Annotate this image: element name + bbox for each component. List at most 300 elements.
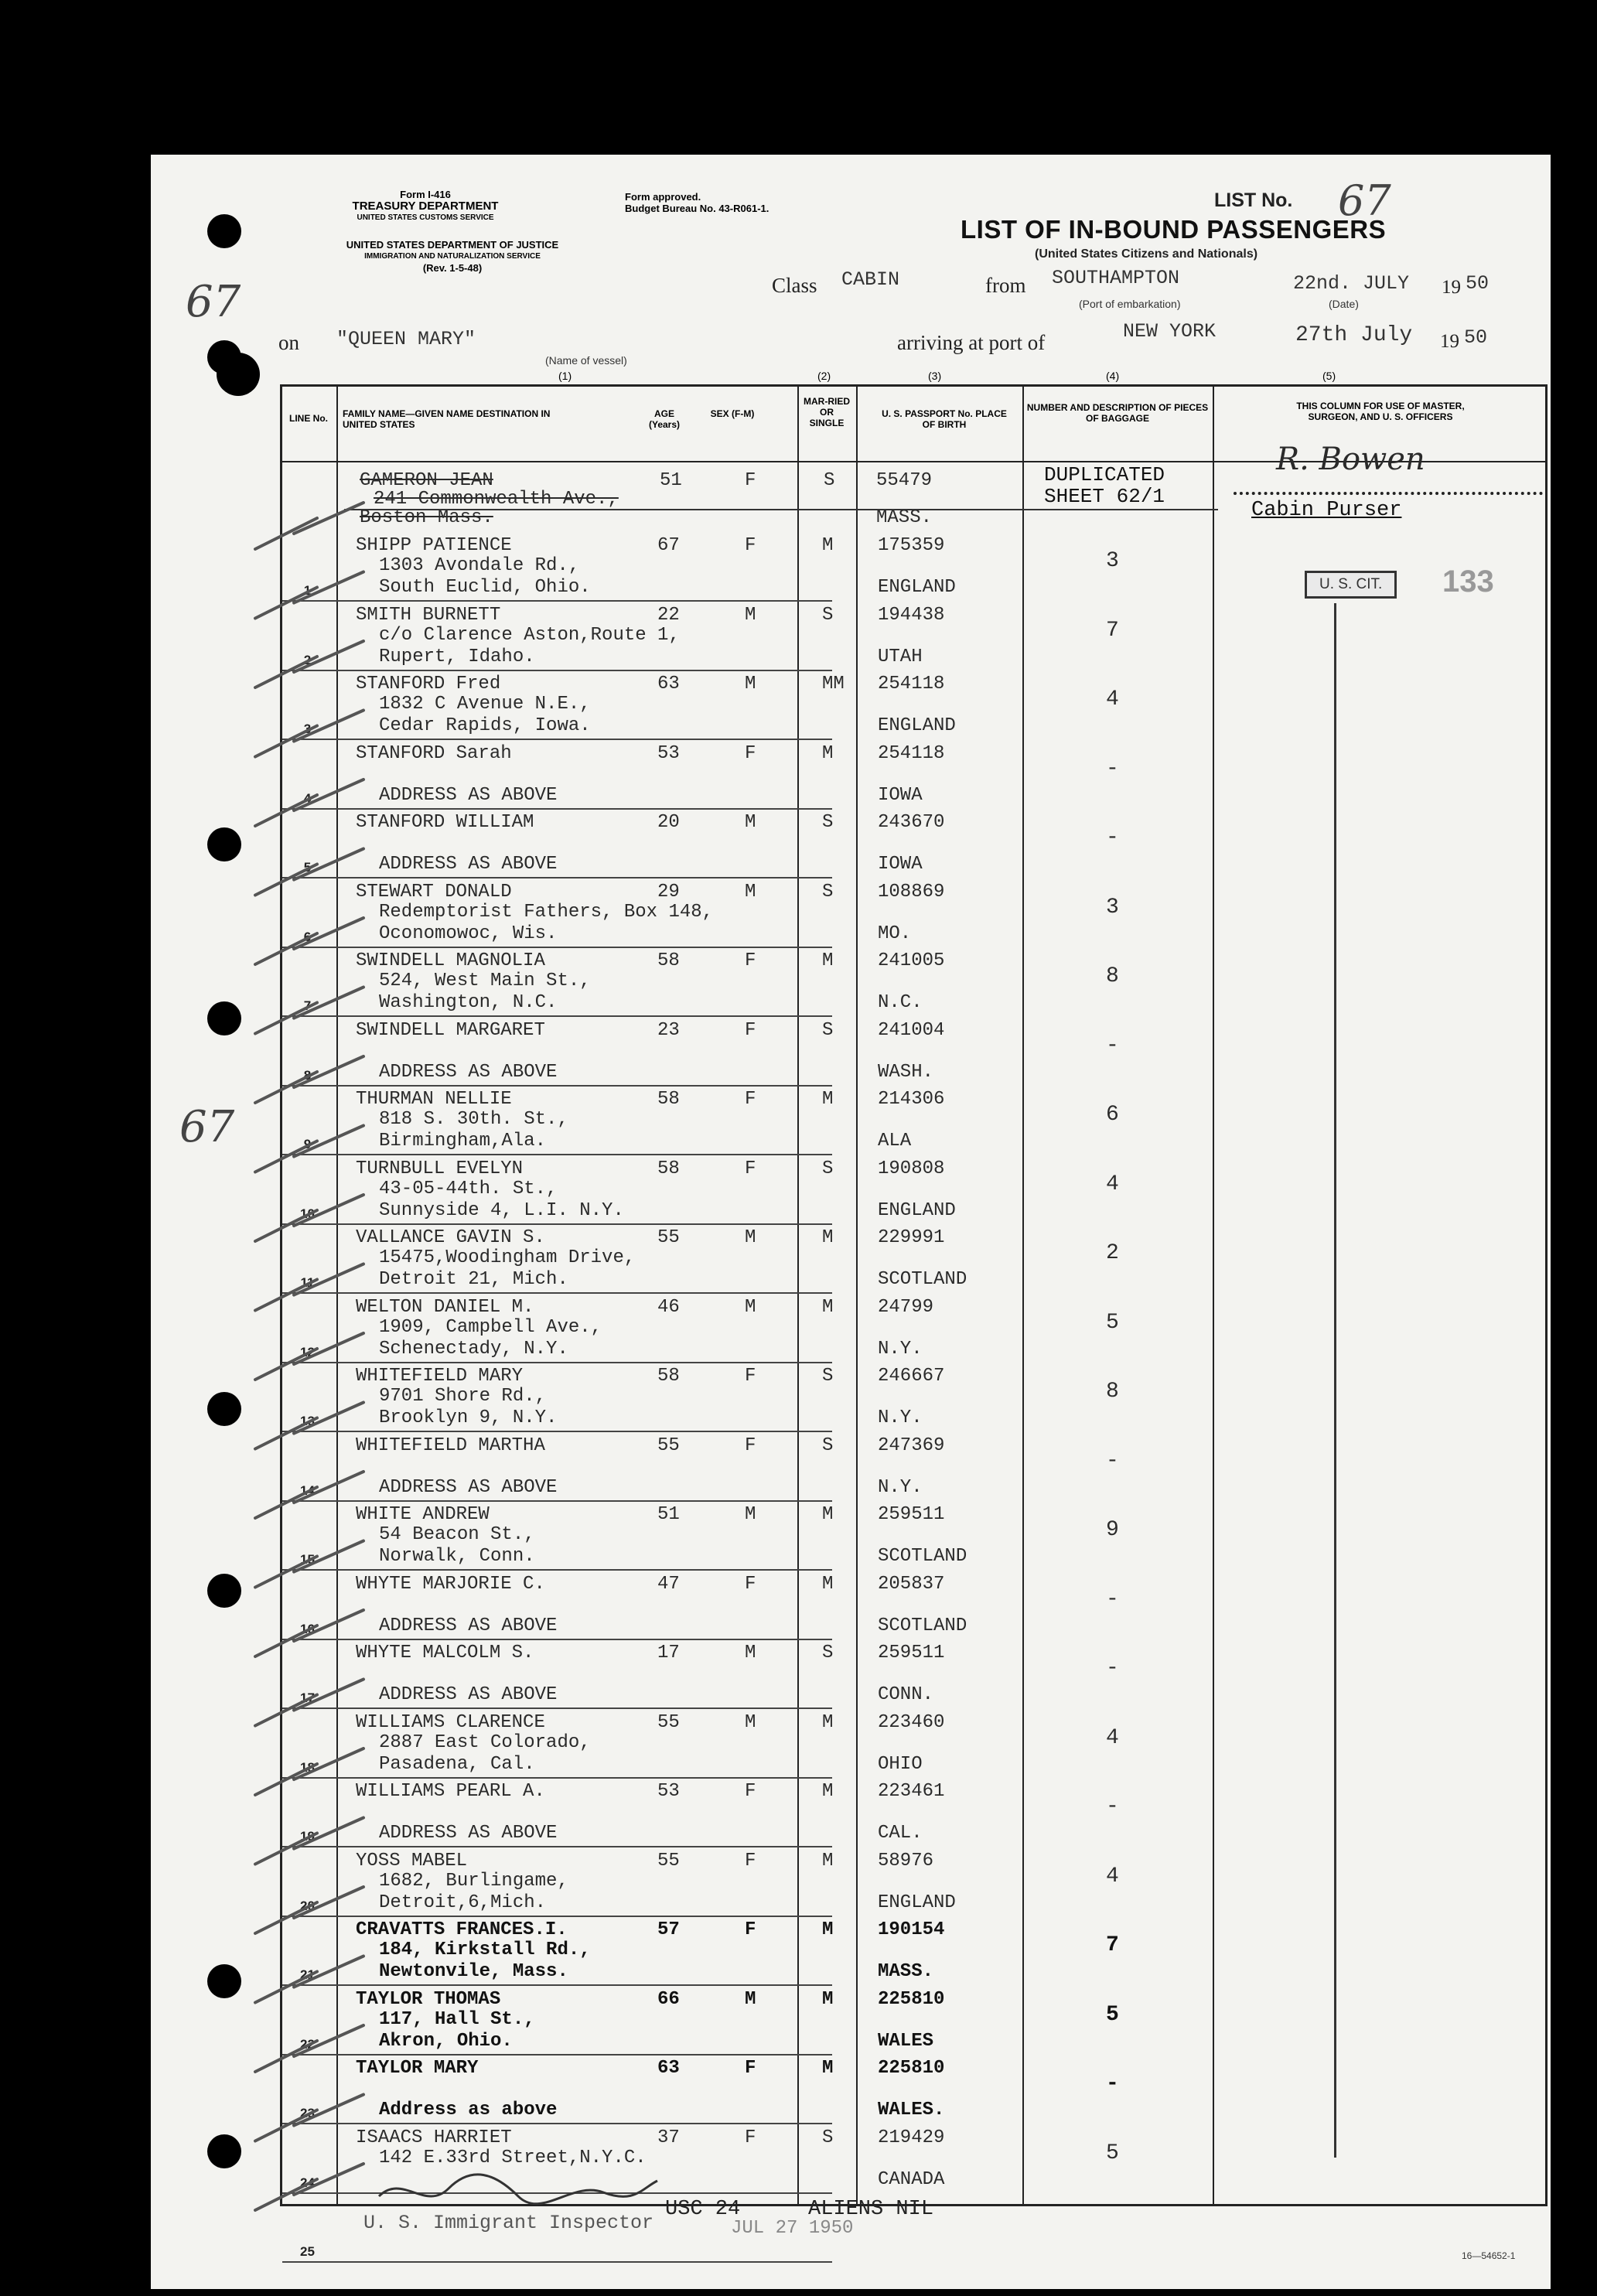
passenger-marital-status: M	[822, 950, 834, 971]
passenger-sex: M	[745, 674, 756, 694]
passenger-passport-no: 175359	[878, 535, 945, 556]
passenger-passport-no: 254118	[878, 674, 945, 694]
inspector-signature	[371, 2165, 665, 2212]
passenger-birthplace: ENGLAND	[878, 1892, 956, 1913]
class-label: Class	[772, 274, 817, 297]
passenger-passport-no: 108869	[878, 881, 945, 902]
arrival-date: 27th July	[1295, 323, 1413, 347]
passenger-marital-status: S	[822, 812, 834, 833]
passenger-marital-status: M	[822, 1089, 834, 1110]
cancelled-ms: S	[824, 470, 835, 491]
passenger-address-1: 1909, Campbell Ave.,	[379, 1316, 602, 1338]
check-mark	[255, 849, 363, 896]
passenger-name: YOSS MABEL	[356, 1850, 468, 1871]
passenger-birthplace: SCOTLAND	[878, 1615, 967, 1636]
check-mark	[255, 1195, 363, 1241]
form-approved: Form approved.	[625, 191, 701, 203]
passenger-sex: M	[745, 604, 756, 626]
passenger-birthplace: N.C.	[878, 992, 923, 1013]
passenger-baggage: 3	[1106, 549, 1119, 573]
passenger-address-2: ADDRESS AS ABOVE	[379, 1823, 558, 1844]
col-number-4: (4)	[1106, 370, 1120, 382]
check-mark	[255, 711, 363, 757]
passenger-birthplace: CANADA	[878, 2168, 945, 2190]
purser-title: Cabin Purser	[1251, 499, 1402, 522]
margin-note-67: 67	[186, 277, 241, 327]
table-row	[282, 672, 1545, 741]
line-number: 25	[300, 2244, 315, 2259]
line-number: 23	[300, 2106, 315, 2120]
passenger-baggage: -	[1106, 826, 1119, 850]
punch-hole	[207, 2134, 241, 2168]
arriving-label: arriving at port of	[897, 331, 1046, 354]
passenger-address-2: Brooklyn 9, N.Y.	[379, 1407, 558, 1428]
passenger-address-1: 117, Hall St.,	[379, 2008, 535, 2030]
passenger-age: 55	[657, 1711, 680, 1733]
passenger-marital-status: M	[822, 1227, 834, 1248]
passenger-address-2: Schenectady, N.Y.	[379, 1338, 568, 1360]
passenger-marital-status: S	[822, 1158, 834, 1179]
passenger-age: 63	[657, 2058, 680, 2079]
passenger-birthplace: IOWA	[878, 784, 923, 806]
passenger-age: 67	[657, 535, 680, 556]
arrival-year-suffix: 50	[1464, 326, 1488, 349]
check-mark	[255, 1126, 363, 1172]
vessel-caption: (Name of vessel)	[545, 354, 627, 367]
table-row	[282, 1918, 1545, 1987]
table-row	[282, 1779, 1545, 1848]
passenger-sex: F	[745, 1089, 756, 1110]
passenger-birthplace: CONN.	[878, 1684, 934, 1705]
passenger-age: 55	[657, 1227, 680, 1248]
passenger-sex: M	[745, 812, 756, 833]
table-row	[282, 1503, 1545, 1571]
passenger-passport-no: 225810	[878, 1988, 945, 2010]
passenger-address-1: 1832 C Avenue N.E.,	[379, 694, 591, 715]
table-row	[282, 2056, 1545, 2125]
check-mark	[255, 1333, 363, 1380]
vessel-name: "QUEEN MARY"	[336, 328, 476, 350]
check-mark	[255, 1264, 363, 1311]
passenger-sex: F	[745, 742, 756, 764]
passenger-baggage: -	[1106, 1656, 1119, 1680]
on-label: on	[278, 331, 299, 354]
passenger-address-1: 142 E.33rd Street,N.Y.C.	[379, 2147, 647, 2168]
aliens-total: ALIENS NIL	[808, 2198, 934, 2221]
ins-service: IMMIGRATION AND NATURALIZATION SERVICE	[364, 252, 541, 261]
customs-service: UNITED STATES CUSTOMS SERVICE	[357, 213, 494, 222]
passenger-passport-no: 241005	[878, 950, 945, 971]
passenger-name: TAYLOR MARY	[356, 2058, 479, 2079]
passenger-marital-status: M	[822, 2058, 834, 2079]
passenger-baggage: 5	[1106, 2002, 1119, 2027]
approval-block	[625, 191, 769, 214]
passenger-name: TURNBULL EVELYN	[356, 1158, 524, 1179]
line-number: 3	[303, 722, 312, 736]
passenger-name: STANFORD Sarah	[356, 742, 512, 764]
passenger-name: TAYLOR THOMAS	[356, 1988, 501, 2010]
passenger-marital-status: S	[822, 1019, 834, 1041]
line-number: 7	[303, 998, 312, 1013]
passenger-address-1: 54 Beacon St.,	[379, 1524, 535, 1545]
check-mark	[255, 1610, 363, 1656]
margin-check-marks	[247, 495, 371, 2235]
passenger-passport-no: 214306	[878, 1089, 945, 1110]
cancelled-addr2: Boston Mass.	[360, 507, 493, 528]
passenger-name: WHYTE MARJORIE C.	[356, 1573, 545, 1595]
passenger-age: 53	[657, 1781, 680, 1802]
row-rule	[282, 2261, 832, 2263]
passenger-birthplace: MO.	[878, 923, 912, 944]
passenger-birthplace: SCOTLAND	[878, 1269, 967, 1290]
passenger-birthplace: N.Y.	[878, 1407, 923, 1428]
line-number: 18	[300, 1759, 315, 1775]
passenger-passport-no: 229991	[878, 1227, 945, 1248]
passenger-address-2: South Euclid, Ohio.	[379, 577, 591, 598]
table-row	[282, 1434, 1545, 1503]
passenger-sex: F	[745, 1019, 756, 1041]
passenger-sex: F	[745, 2127, 756, 2148]
header-officers: THIS COLUMN FOR USE OF MASTER, SURGEON, AND U. S. OFFICERS	[1296, 401, 1465, 422]
class-value: CABIN	[841, 268, 900, 291]
check-mark	[255, 1056, 363, 1103]
form-revision: (Rev. 1-5-48)	[422, 262, 483, 274]
passenger-passport-no: 243670	[878, 812, 945, 833]
passenger-birthplace: WALES	[878, 2030, 934, 2052]
passenger-baggage: 5	[1106, 1310, 1119, 1335]
passenger-name: VALLANCE GAVIN S.	[356, 1227, 545, 1248]
check-mark	[255, 2095, 363, 2141]
line-number: 6	[303, 929, 312, 944]
header-passport: U. S. PASSPORT No. PLACE OF BIRTH	[882, 408, 1007, 430]
cancelled-birth: MASS.	[876, 507, 933, 528]
passenger-address-2: Birmingham,Ala.	[379, 1131, 547, 1151]
passenger-baggage: 8	[1106, 964, 1119, 988]
passenger-marital-status: M	[822, 1711, 834, 1733]
passenger-passport-no: 190154	[878, 1919, 945, 1940]
passenger-baggage: 7	[1106, 618, 1119, 643]
table-row	[282, 880, 1545, 949]
passenger-address-1: 15475,Woodingham Drive,	[379, 1247, 636, 1268]
passenger-name: WELTON DANIEL M.	[356, 1296, 534, 1318]
form-number: Form I-416	[400, 189, 451, 200]
passenger-name: WILLIAMS PEARL A.	[356, 1781, 545, 1802]
passenger-age: 58	[657, 1366, 680, 1387]
line-number: 16	[300, 1621, 315, 1636]
inspector-title: U. S. Immigrant Inspector	[363, 2212, 654, 2234]
passenger-name: WHYTE MALCOLM S.	[356, 1643, 534, 1663]
passenger-name: WHITEFIELD MARY	[356, 1366, 524, 1387]
header-married: MAR-RIED OR SINGLE	[804, 396, 850, 428]
passenger-birthplace: N.Y.	[878, 1476, 923, 1498]
cancelled-passport: 55479	[876, 470, 933, 491]
passenger-passport-no: 225810	[878, 2058, 945, 2079]
passenger-address-2: ADDRESS AS ABOVE	[379, 1476, 558, 1498]
header-line-no: LINE No.	[289, 413, 328, 424]
passenger-age: 58	[657, 1158, 680, 1179]
arrival-stamp: JUL 27 1950	[731, 2218, 854, 2239]
passenger-marital-status: M	[822, 535, 834, 556]
passenger-address-1: 1682, Burlingame,	[379, 1870, 568, 1892]
check-mark	[255, 503, 363, 549]
table-row	[282, 949, 1545, 1018]
table-row	[282, 1295, 1545, 1364]
line-number: 10	[300, 1206, 315, 1221]
passenger-marital-status: S	[822, 604, 834, 626]
line-number: 11	[300, 1275, 315, 1290]
passenger-marital-status: M	[822, 1988, 834, 2010]
passenger-name: SMITH BURNETT	[356, 604, 501, 626]
check-mark	[255, 1472, 363, 1518]
punch-hole	[207, 214, 241, 248]
passenger-passport-no: 194438	[878, 604, 945, 626]
passenger-baggage: 4	[1106, 1864, 1119, 1888]
col-number-3: (3)	[928, 370, 942, 382]
passenger-birthplace: UTAH	[878, 646, 923, 667]
line-number: 1	[303, 583, 312, 598]
table-row	[282, 1087, 1545, 1156]
passenger-address-2: Cedar Rapids, Iowa.	[379, 715, 591, 736]
justice-block	[275, 239, 630, 274]
cancelled-addr1: 241 Commonwealth Ave.,	[374, 489, 619, 510]
passenger-sex: M	[745, 881, 756, 902]
passenger-name: SWINDELL MARGARET	[356, 1019, 545, 1041]
passenger-address-1: 524, West Main St.,	[379, 971, 591, 991]
justice-dept: UNITED STATES DEPARTMENT OF JUSTICE	[346, 239, 559, 251]
passenger-passport-no: 219429	[878, 2127, 945, 2148]
col-number-2: (2)	[817, 370, 831, 382]
from-label: from	[985, 274, 1026, 297]
form-dept-block	[325, 189, 526, 223]
passenger-address-2: ADDRESS AS ABOVE	[379, 1061, 558, 1083]
table-row	[282, 534, 1545, 602]
budget-bureau: Budget Bureau No. 43-R061-1.	[625, 203, 769, 214]
document-subtitle: (United States Citizens and Nationals)	[1035, 247, 1258, 261]
passenger-age: 20	[657, 812, 680, 833]
passenger-baggage: -	[1106, 1448, 1119, 1473]
line-number: 4	[303, 790, 312, 806]
passenger-age: 17	[657, 1643, 680, 1663]
table-row	[282, 1641, 1545, 1710]
passenger-passport-no: 254118	[878, 742, 945, 764]
list-no-value: 67	[1338, 176, 1391, 225]
table-row	[282, 1018, 1545, 1087]
cancelled-name: GAMERON JEAN	[360, 470, 493, 491]
table-row	[282, 1711, 1545, 1779]
date-year-prefix: 19	[1442, 277, 1461, 298]
list-no-label: LIST No.	[1214, 189, 1293, 211]
line-number: 17	[300, 1690, 315, 1705]
passenger-age: 63	[657, 674, 680, 694]
passenger-age: 29	[657, 881, 680, 902]
port-caption: (Port of embarkation)	[1079, 298, 1181, 310]
passenger-passport-no: 247369	[878, 1435, 945, 1456]
table-row	[282, 1226, 1545, 1295]
passenger-sex: F	[745, 1158, 756, 1179]
punch-hole	[207, 827, 241, 861]
passenger-sex: F	[745, 1366, 756, 1387]
dotted-line	[1234, 492, 1543, 495]
passenger-address-1: c/o Clarence Aston,Route 1,	[379, 624, 680, 646]
passenger-marital-status: M	[822, 742, 834, 764]
passenger-marital-status: M	[822, 1296, 834, 1318]
passenger-birthplace: WALES.	[878, 2100, 945, 2120]
passenger-birthplace: ENGLAND	[878, 1199, 956, 1221]
header-sex: SEX (F-M)	[710, 408, 755, 419]
passenger-address-2: Sunnyside 4, L.I. N.Y.	[379, 1199, 624, 1221]
punch-hole	[207, 1001, 241, 1035]
passenger-age: 57	[657, 1919, 680, 1940]
passenger-marital-status: S	[822, 1366, 834, 1387]
passenger-name: THURMAN NELLIE	[356, 1089, 512, 1110]
passenger-sex: M	[745, 1988, 756, 2010]
passenger-passport-no: 223460	[878, 1711, 945, 1733]
cancelled-sex: F	[745, 470, 756, 491]
check-mark	[255, 780, 363, 826]
passenger-baggage: 4	[1106, 1172, 1119, 1196]
passenger-name: CRAVATTS FRANCES.I.	[356, 1919, 568, 1940]
line-number: 13	[300, 1414, 315, 1428]
passenger-birthplace: WASH.	[878, 1061, 934, 1083]
passenger-name: STANFORD Fred	[356, 674, 501, 694]
passenger-birthplace: N.Y.	[878, 1338, 923, 1360]
passenger-baggage: -	[1106, 1795, 1119, 1819]
passenger-address-1: Redemptorist Fathers, Box 148,	[379, 901, 714, 923]
check-mark	[255, 1680, 363, 1726]
passenger-sex: F	[745, 1919, 756, 1940]
line-number: 12	[300, 1344, 315, 1360]
passenger-name: WILLIAMS CLARENCE	[356, 1711, 545, 1733]
passenger-marital-status: M	[822, 1781, 834, 1802]
table-row	[282, 1157, 1545, 1226]
cancelled-entry	[282, 442, 1545, 534]
passenger-age: 58	[657, 1089, 680, 1110]
passenger-name: STEWART DONALD	[356, 881, 512, 902]
passenger-birthplace: ENGLAND	[878, 715, 956, 736]
passenger-passport-no: 241004	[878, 1019, 945, 1041]
passenger-sex: M	[745, 1504, 756, 1525]
passenger-age: 58	[657, 950, 680, 971]
arrival-port: NEW YORK	[1123, 320, 1217, 343]
line-number: 21	[300, 1967, 315, 1982]
passenger-marital-status: S	[822, 881, 834, 902]
passenger-address-1: 1303 Avondale Rd.,	[379, 555, 580, 576]
passenger-address-1: 2887 East Colorado,	[379, 1731, 591, 1753]
passenger-address-2: Oconomowoc, Wis.	[379, 923, 558, 944]
passenger-address-2: Rupert, Idaho.	[379, 646, 535, 667]
passenger-sex: M	[745, 1296, 756, 1318]
passenger-sex: F	[745, 535, 756, 556]
check-mark	[255, 1748, 363, 1795]
passenger-birthplace: ALA	[878, 1131, 912, 1151]
passenger-passport-no: 190808	[878, 1158, 945, 1179]
passenger-marital-status: M	[822, 1504, 834, 1525]
duplicated-line2: SHEET 62/1	[1044, 485, 1165, 508]
passenger-marital-status: S	[822, 2127, 834, 2148]
passenger-address-2: Norwalk, Conn.	[379, 1546, 535, 1567]
purser-signature: R. Bowen	[1276, 442, 1425, 477]
passenger-birthplace: SCOTLAND	[878, 1546, 967, 1567]
check-mark	[255, 641, 363, 687]
header-name: FAMILY NAME—GIVEN NAME DESTINATION IN UNITED STATES	[343, 408, 551, 430]
passenger-baggage: 4	[1106, 1725, 1119, 1750]
check-mark	[255, 2025, 363, 2072]
passenger-sex: F	[745, 950, 756, 971]
passenger-name: WHITEFIELD MARTHA	[356, 1435, 545, 1456]
passenger-name: WHITE ANDREW	[356, 1504, 490, 1525]
passenger-age: 23	[657, 1019, 680, 1041]
passenger-sex: M	[745, 1227, 756, 1248]
passenger-name: SWINDELL MAGNOLIA	[356, 950, 545, 971]
line-number: 22	[300, 2036, 315, 2052]
passenger-baggage: 7	[1106, 1933, 1119, 1957]
table-row	[282, 603, 1545, 672]
punch-hole	[207, 1574, 241, 1608]
treasury-dept: TREASURY DEPARTMENT	[352, 200, 499, 213]
passenger-address-1: 43-05-44th. St.,	[379, 1178, 558, 1199]
passenger-baggage: -	[1106, 1033, 1119, 1058]
passenger-address-2: Pasadena, Cal.	[379, 1753, 535, 1775]
check-mark	[255, 988, 363, 1034]
col-number-1: (1)	[558, 370, 572, 382]
header-age: AGE (Years)	[648, 408, 681, 430]
passenger-address-2: ADDRESS AS ABOVE	[379, 784, 558, 806]
passenger-age: 66	[657, 1988, 680, 2010]
table-row	[282, 1572, 1545, 1641]
passenger-baggage: 3	[1106, 895, 1119, 919]
passenger-name: STANFORD WILLIAM	[356, 812, 534, 833]
passenger-age: 55	[657, 1435, 680, 1456]
passenger-marital-status: S	[822, 1643, 834, 1663]
passenger-address-2: Detroit,6,Mich.	[379, 1892, 547, 1913]
cancelled-age: 51	[660, 470, 682, 491]
check-mark	[255, 572, 363, 619]
line-number: 19	[300, 1829, 315, 1844]
passenger-birthplace: CAL.	[878, 1823, 923, 1844]
passenger-address-2: Detroit 21, Mich.	[379, 1269, 568, 1290]
col-number-5: (5)	[1322, 370, 1336, 382]
form-print-code: 16—54652-1	[1462, 2250, 1516, 2261]
line-number: 24	[300, 2175, 315, 2190]
passenger-sex: M	[745, 1711, 756, 1733]
passenger-sex: F	[745, 2058, 756, 2079]
passenger-birthplace: ENGLAND	[878, 577, 956, 598]
passenger-address-2: Akron, Ohio.	[379, 2030, 513, 2052]
passenger-age: 51	[657, 1504, 680, 1525]
passenger-birthplace: MASS.	[878, 1961, 934, 1982]
passenger-age: 47	[657, 1573, 680, 1595]
passenger-baggage: 6	[1106, 1103, 1119, 1127]
date-caption: (Date)	[1329, 298, 1359, 310]
passenger-sex: F	[745, 1435, 756, 1456]
check-mark	[255, 1818, 363, 1864]
date-year-suffix: 50	[1466, 272, 1490, 295]
punch-hole	[217, 353, 260, 396]
passenger-sex: F	[745, 1573, 756, 1595]
passenger-age: 22	[657, 604, 680, 626]
passenger-address-2: ADDRESS AS ABOVE	[379, 1684, 558, 1705]
table-row	[282, 1849, 1545, 1918]
passenger-baggage: 8	[1106, 1380, 1119, 1404]
passenger-name: SHIPP PATIENCE	[356, 535, 512, 556]
passenger-baggage: 5	[1106, 2141, 1119, 2165]
passenger-passport-no: 259511	[878, 1643, 945, 1663]
passenger-baggage: -	[1106, 1587, 1119, 1612]
duplicated-line1: DUPLICATED	[1044, 463, 1165, 486]
passenger-passport-no: 58976	[878, 1850, 934, 1871]
line-number: 9	[303, 1137, 312, 1151]
line-number: 20	[300, 1898, 315, 1913]
